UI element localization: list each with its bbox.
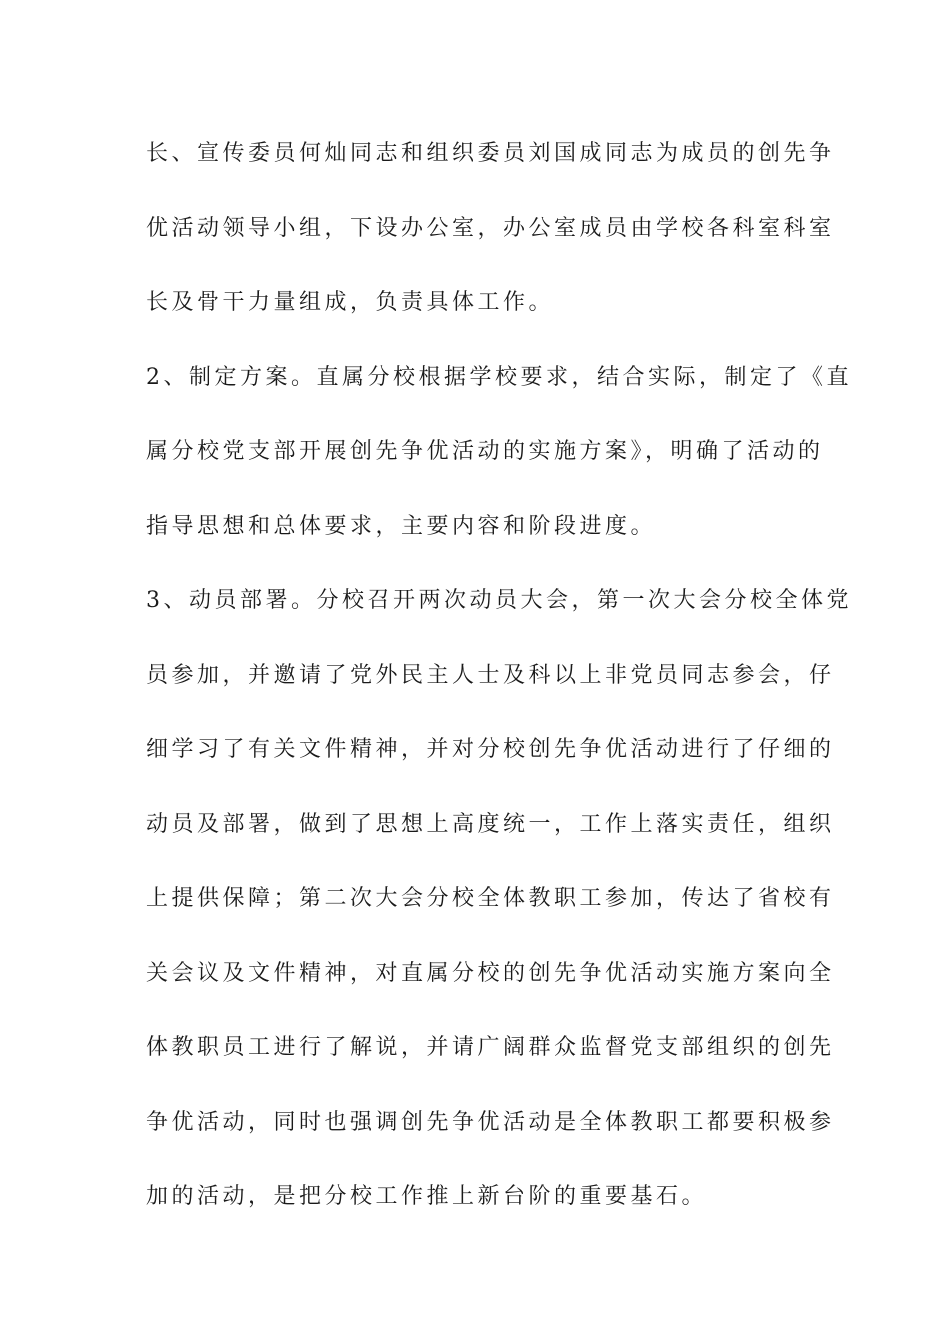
text-line: 长、宣传委员何灿同志和组织委员刘国成同志为成员的创先争	[146, 141, 835, 166]
body-text	[146, 132, 852, 1250]
text-line: 动员及部署，做到了思想上高度统一，工作上落实责任，组织	[146, 811, 835, 837]
text-line: 体教职员工进行了解说，并请广阔群众监督党支部组织的创先	[146, 1035, 835, 1060]
text-line: 细学习了有关文件精神，并对分校创先争优活动进行了仔细的	[146, 737, 835, 762]
text-line: 属分校党支部开展创先争优活动的实施方案》，明确了活动的	[146, 439, 824, 464]
text-line: 指导思想和总体要求，主要内容和阶段进度。	[146, 513, 657, 539]
text-line: 加的活动，是把分校工作推上新台阶的重要基石。	[146, 1184, 708, 1209]
text-line: 关会议及文件精神，对直属分校的创先争优活动实施方案向全	[146, 960, 835, 986]
text-line: 上提供保障；第二次大会分校全体教职工参加，传达了省校有	[146, 886, 835, 911]
text-line: 2、制定方案。直属分校根据学校要求，结合实际，制定了《直	[146, 364, 852, 390]
text-line: 员参加，并邀请了党外民主人士及科以上非党员同志参会，仔	[146, 662, 835, 688]
text-line: 长及骨干力量组成，负责具体工作。	[146, 290, 555, 315]
text-line: 争优活动，同时也强调创先争优活动是全体教职工都要积极参	[146, 1109, 835, 1135]
text-line: 3、动员部署。分校召开两次动员大会，第一次大会分校全体党	[146, 588, 852, 613]
text-line: 优活动领导小组，下设办公室，办公室成员由学校各科室科室	[146, 215, 835, 241]
